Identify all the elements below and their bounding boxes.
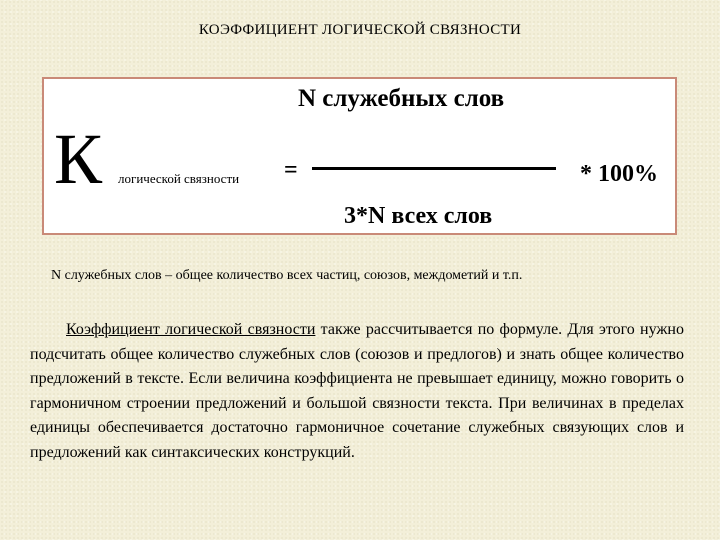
formula-symbol: К xyxy=(54,119,103,199)
underlined-term: Коэффициент логической связности xyxy=(66,321,316,338)
fraction-line xyxy=(312,167,556,170)
formula-footnote: N служебных слов – общее количество всех частиц, союзов, междометий и т.п. xyxy=(51,268,523,283)
formula-numerator: N служебных слов xyxy=(298,85,505,112)
formula-equals-sign: = xyxy=(284,157,298,183)
formula-subscript: логической связности xyxy=(118,171,240,186)
formula-box xyxy=(42,77,677,235)
paragraph-text: также рассчитывается по формуле. Для этого нужно подсчитать общее количество служебных слов (союзов и предлогов) и знать общее количество предложений в тексте. Если величина коэффициента не превышает единицу, можно говорить о гармоничном строении предложений и большой связности текста. При величинах в пределах единицы обеспечивается достаточно гармоничное сочетание служебных связующих слов и предложений как синтаксических конструкций. xyxy=(30,321,684,461)
formula-multiplier: * 100% xyxy=(580,161,658,187)
slide-title: КОЭФФИЦИЕНТ ЛОГИЧЕСКОЙ СВЯЗНОСТИ xyxy=(198,22,522,38)
explanation-paragraph xyxy=(30,318,684,465)
formula-denominator: 3*N всех слов xyxy=(344,203,493,229)
